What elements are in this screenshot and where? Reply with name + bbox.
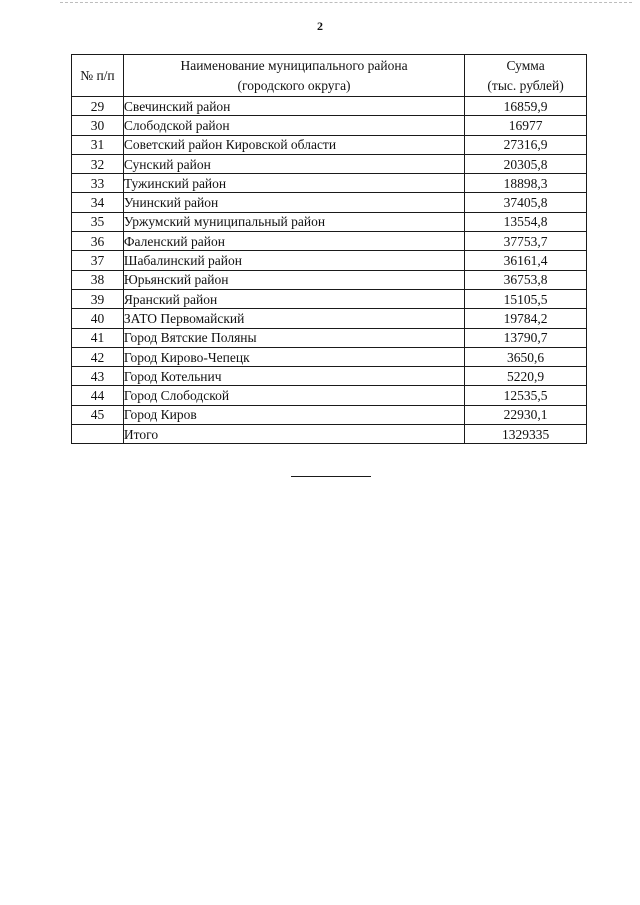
row-num: 36	[72, 232, 124, 251]
row-name: Тужинский район	[123, 174, 464, 193]
header-name-line1: Наименование муниципального района	[180, 57, 408, 73]
row-sum: 5220,9	[465, 367, 587, 386]
row-num: 40	[72, 309, 124, 328]
total-label: Итого	[123, 425, 464, 444]
table-row	[72, 328, 587, 347]
header-name-line2: (городского округа)	[237, 77, 351, 93]
row-num: 44	[72, 386, 124, 405]
table-row	[72, 232, 587, 251]
row-name: Уржумский муниципальный район	[123, 212, 464, 231]
header-sum	[465, 55, 587, 97]
budget-table	[71, 54, 587, 444]
table-row	[72, 347, 587, 366]
table-row	[72, 154, 587, 173]
row-sum: 20305,8	[465, 154, 587, 173]
row-sum: 16977	[465, 116, 587, 135]
table-row	[72, 97, 587, 116]
table-row	[72, 116, 587, 135]
total-sum: 1329335	[465, 425, 587, 444]
table-row	[72, 367, 587, 386]
row-sum: 19784,2	[465, 309, 587, 328]
table-row	[72, 270, 587, 289]
row-name: ЗАТО Первомайский	[123, 309, 464, 328]
row-num: 42	[72, 347, 124, 366]
row-name: Яранский район	[123, 289, 464, 308]
row-num: 43	[72, 367, 124, 386]
total-row	[72, 425, 587, 444]
row-name: Шабалинский район	[123, 251, 464, 270]
row-name: Слободской район	[123, 116, 464, 135]
row-num: 34	[72, 193, 124, 212]
header-sum-line1: Сумма	[506, 57, 545, 73]
row-num: 39	[72, 289, 124, 308]
table-row	[72, 251, 587, 270]
row-sum: 18898,3	[465, 174, 587, 193]
row-num: 37	[72, 251, 124, 270]
header-num: № п/п	[72, 55, 124, 97]
row-num: 33	[72, 174, 124, 193]
row-name: Город Киров	[123, 405, 464, 424]
row-num: 45	[72, 405, 124, 424]
table-row	[72, 386, 587, 405]
row-sum: 13790,7	[465, 328, 587, 347]
row-name: Юрьянский район	[123, 270, 464, 289]
row-name: Город Кирово-Чепецк	[123, 347, 464, 366]
table-row	[72, 193, 587, 212]
row-name: Советский район Кировской области	[123, 135, 464, 154]
row-name: Сунский район	[123, 154, 464, 173]
row-num: 31	[72, 135, 124, 154]
table-row	[72, 212, 587, 231]
top-edge-line	[60, 2, 632, 3]
row-num: 32	[72, 154, 124, 173]
row-name: Фаленский район	[123, 232, 464, 251]
row-name: Город Слободской	[123, 386, 464, 405]
total-num	[72, 425, 124, 444]
page-number: 2	[317, 19, 323, 33]
header-name	[123, 55, 464, 97]
header-row	[72, 55, 587, 97]
table-row	[72, 289, 587, 308]
end-of-document-rule	[291, 476, 371, 477]
table-body	[72, 97, 587, 444]
row-num: 35	[72, 212, 124, 231]
row-name: Унинский район	[123, 193, 464, 212]
row-sum: 16859,9	[465, 97, 587, 116]
row-sum: 37405,8	[465, 193, 587, 212]
row-sum: 15105,5	[465, 289, 587, 308]
row-num: 29	[72, 97, 124, 116]
row-name: Город Котельнич	[123, 367, 464, 386]
row-num: 30	[72, 116, 124, 135]
row-sum: 36161,4	[465, 251, 587, 270]
row-num: 41	[72, 328, 124, 347]
row-name: Свечинский район	[123, 97, 464, 116]
table-row	[72, 135, 587, 154]
row-sum: 22930,1	[465, 405, 587, 424]
header-sum-line2: (тыс. рублей)	[487, 77, 564, 93]
row-sum: 13554,8	[465, 212, 587, 231]
table-row	[72, 309, 587, 328]
row-name: Город Вятские Поляны	[123, 328, 464, 347]
table-row	[72, 405, 587, 424]
row-sum: 12535,5	[465, 386, 587, 405]
row-sum: 3650,6	[465, 347, 587, 366]
row-num: 38	[72, 270, 124, 289]
row-sum: 37753,7	[465, 232, 587, 251]
row-sum: 27316,9	[465, 135, 587, 154]
table-header	[72, 55, 587, 97]
table-row	[72, 174, 587, 193]
row-sum: 36753,8	[465, 270, 587, 289]
